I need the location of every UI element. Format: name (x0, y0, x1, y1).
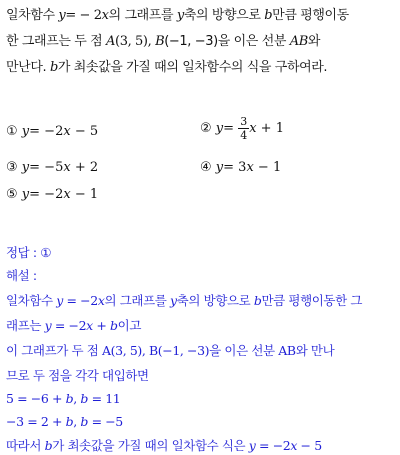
option-2-fraction: $\frac{3}{4}$ (240, 115, 248, 142)
question-line-1: 일차함수 y= − 2x의 그래프를 y축의 방향으로 b만큼 평행이동 (6, 8, 349, 23)
solution-line-5: 5 = −6 + b, b = 11 (6, 391, 121, 406)
solution-line-7: 따라서 b가 최솟값을 가질 때의 일차함수 식은 y = −2x − 5 (6, 438, 322, 453)
answer-line: 정답 : ① (6, 245, 52, 260)
option-1-number: ① (6, 124, 18, 139)
question-line-2: 한 그래프는 두 점 A(3, 5), B(−1, −3)을 이은 선분 AB와 (6, 34, 321, 49)
solution-line-1: 일차함수 y = −2x의 그래프를 y축의 방향으로 b만큼 평행이동한 그 (6, 293, 363, 308)
option-2-number: ② (200, 121, 212, 136)
option-2[interactable]: ② y= $\frac{3}{4}$ x + 1 (200, 115, 284, 142)
option-4[interactable]: ④ y= 3x − 1 (200, 160, 282, 175)
option-3[interactable]: ③ y= −5x + 2 (6, 160, 99, 175)
option-5-number: ⑤ (6, 187, 18, 202)
solution-line-3: 이 그래프가 두 점 A(3, 5), B(−1, −3)을 이은 선분 AB와 만나 (6, 343, 335, 358)
solution-line-6: −3 = 2 + b, b = −5 (6, 414, 123, 429)
option-3-number: ③ (6, 160, 18, 175)
option-5[interactable]: ⑤ y= −2x − 1 (6, 187, 99, 202)
solution-line-2: 래프는 y = −2x + b이고 (6, 318, 141, 333)
question-line-3: 만난다. b가 최솟값을 가질 때의 일차함수의 식을 구하여라. (6, 60, 328, 75)
explanation-heading: 해설 : (6, 268, 37, 283)
solution-line-4: 므로 두 점을 각각 대입하면 (6, 368, 149, 383)
option-4-number: ④ (200, 160, 212, 175)
option-1[interactable]: ① y= −2x − 5 (6, 124, 99, 139)
